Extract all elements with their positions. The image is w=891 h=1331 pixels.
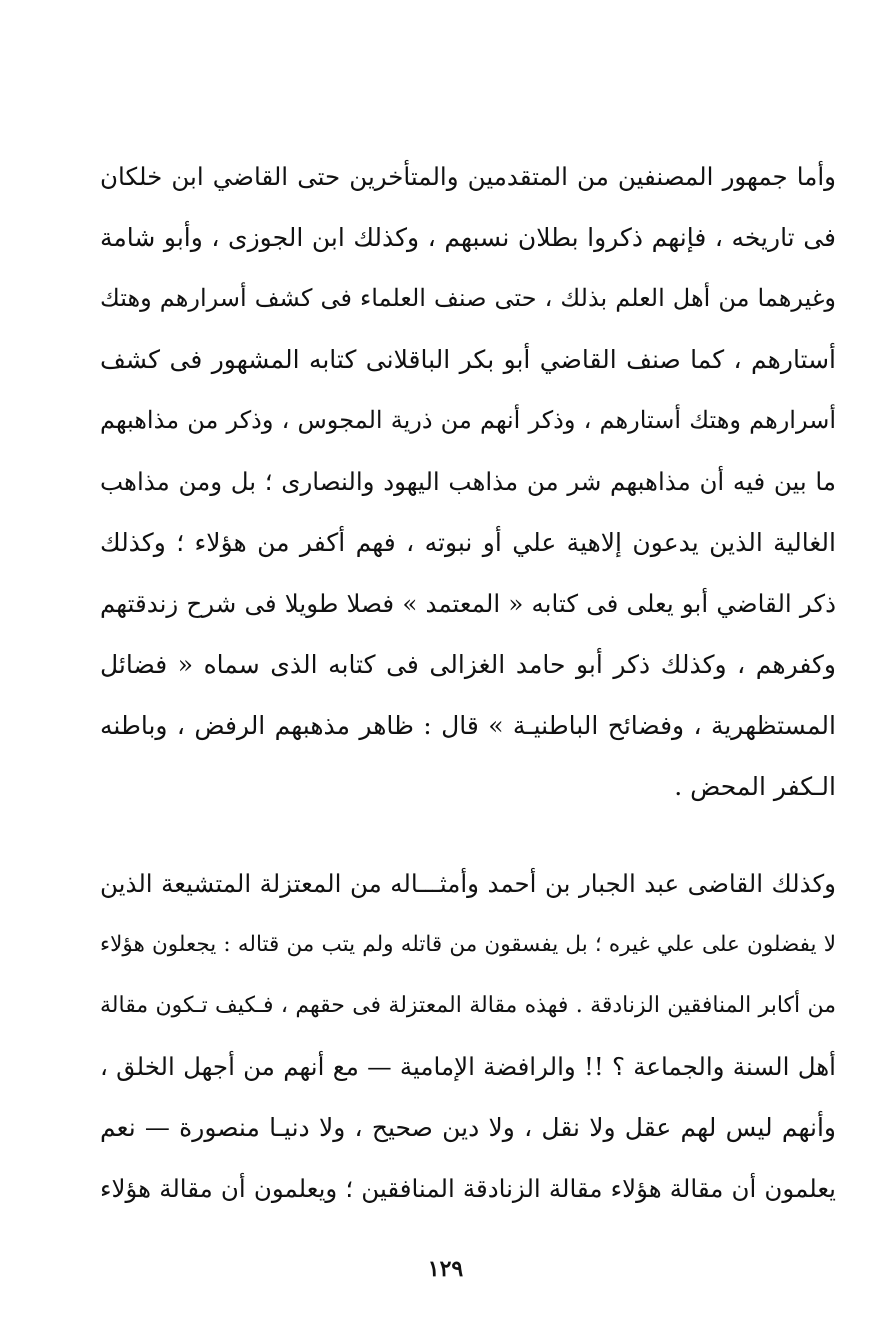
text-line: فى تاريخه ، فإنهم ذكروا بطلان نسبهم ، وكذلك ابن الجوزى ، وأبو شامة bbox=[100, 223, 836, 252]
text-line: لا يفضلون على علي غيره ؛ بل يفسقون من قاتله ولم يتب من قتاله : يجعلون هؤلاء bbox=[100, 932, 836, 957]
text-line: أهل السنة والجماعة ؟ !! والرافضة الإمامية — مع أنهم من أجهل الخلق ، bbox=[100, 1052, 836, 1081]
text-line: المستظهرية ، وفضائح الباطنيـة » قال : ظاهر مذهبهم الرفض ، وباطنه bbox=[100, 711, 836, 740]
page-number: ١٢٩ bbox=[427, 1256, 464, 1282]
text-line: وأما جمهور المصنفين من المتقدمين والمتأخرين حتى القاضي ابن خلكان bbox=[100, 162, 836, 191]
text-line: أسرارهم وهتك أستارهم ، وذكر أنهم من ذرية المجوس ، وذكر من مذاهبهم bbox=[100, 406, 836, 434]
text-line: يعلمون أن مقالة هؤلاء مقالة الزنادقة المنافقين ؛ ويعلمون أن مقالة هؤلاء bbox=[100, 1174, 836, 1203]
text-line: من أكابر المنافقين الزنادقة . فهذه مقالة المعتزلة فى حقهم ، فـكيف تـكون مقالة bbox=[100, 993, 836, 1018]
text-line: ذكر القاضي أبو يعلى فى كتابه « المعتمد » فصلا طويلا فى شرح زندقتهم bbox=[100, 589, 836, 618]
paragraph-2 bbox=[100, 853, 836, 1219]
text-line: وأنهم ليس لهم عقل ولا نقل ، ولا دين صحيح ، ولا دنيـا منصورة — نعم bbox=[100, 1113, 836, 1142]
text-line: الـكفر المحض . bbox=[674, 772, 836, 801]
text-line: أستارهم ، كما صنف القاضي أبو بكر الباقلانى كتابه المشهور فى كشف bbox=[100, 345, 836, 374]
paragraph-1 bbox=[100, 146, 836, 817]
text-line: الغالية الذين يدعون إلاهية علي أو نبوته ، فهم أكفر من هؤلاء ؛ وكذلك bbox=[100, 528, 836, 557]
text-line: وغيرهما من أهل العلم بذلك ، حتى صنف العلماء فى كشف أسرارهم وهتك bbox=[100, 284, 836, 312]
text-line: وكذلك القاضى عبد الجبار بن أحمد وأمثـــاله من المعتزلة المتشيعة الذين bbox=[100, 869, 836, 898]
text-line: وكفرهم ، وكذلك ذكر أبو حامد الغزالى فى كتابه الذى سماه « فضائل bbox=[100, 650, 836, 679]
text-line: ما بين فيه أن مذاهبهم شر من مذاهب اليهود والنصارى ؛ بل ومن مذاهب bbox=[100, 467, 836, 496]
